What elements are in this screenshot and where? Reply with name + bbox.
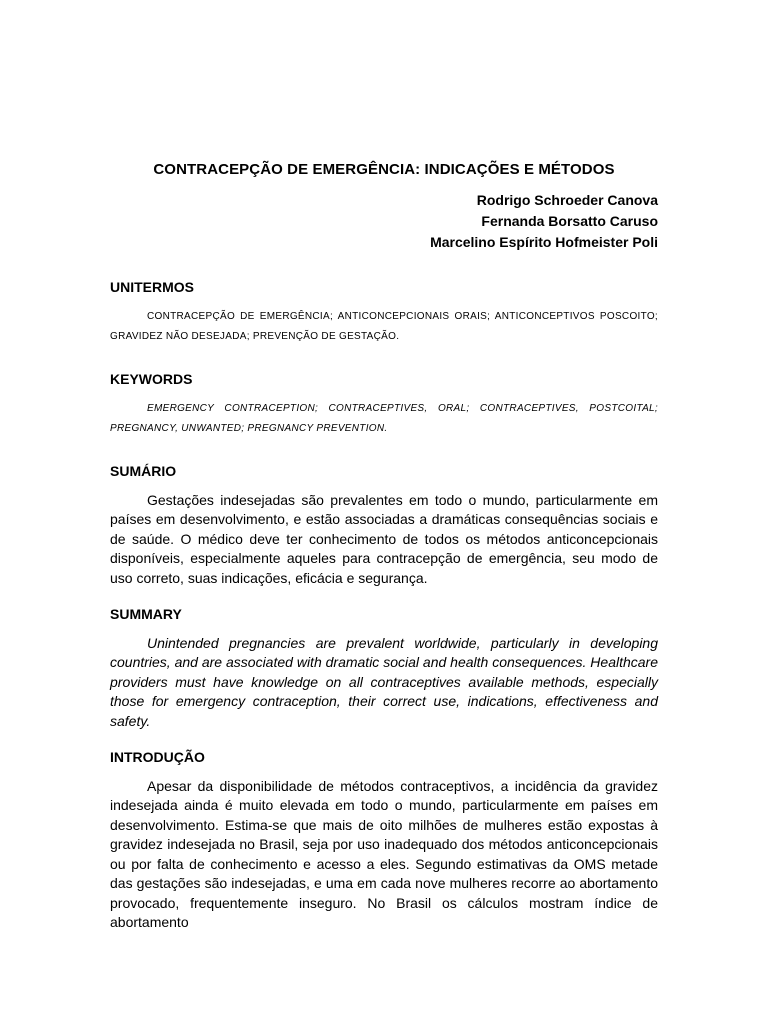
author-list (110, 190, 658, 253)
unitermos-text: CONTRACEPÇÃO DE EMERGÊNCIA; ANTICONCEPCIONAIS ORAIS; ANTICONCEPTIVOS POSCOITO; GRAVIDEZ NÃO DESEJADA; PREVENÇÃO DE GESTAÇÃO. (110, 311, 658, 342)
section-heading: KEYWORDS (110, 371, 193, 387)
sumario-paragraph: Gestações indesejadas são prevalentes em todo o mundo, particularmente em países em desenvolvimento, e estão associadas a dramáticas consequências sociais e de saúde. O médico deve ter conhecimento de todos os métodos anticoncepcionais disponíveis, especialmente aqueles para contracepção de emergência, seu modo de uso correto, suas indicações, eficácia e segurança. (110, 492, 658, 586)
sumario-section (110, 461, 658, 588)
keywords-text: EMERGENCY CONTRACEPTION; CONTRACEPTIVES, ORAL; CONTRACEPTIVES, POSTCOITAL; PREGNANCY, UNWANTED; PREGNANCY PREVENTION. (110, 403, 658, 434)
keywords-section (110, 369, 658, 439)
section-heading: SUMÁRIO (110, 463, 177, 479)
author-name: Fernanda Borsatto Caruso (481, 213, 658, 229)
introducao-section (110, 747, 658, 932)
summary-paragraph: Unintended pregnancies are prevalent worldwide, particularly in developing countries, and are associated with dramatic social and health consequences. Healthcare providers must have knowledge on all contraceptives available methods, especially those for emergency contraception, their correct use, indications, effectiveness and safety. (110, 635, 658, 729)
section-heading: UNITERMOS (110, 279, 194, 295)
paper-title: CONTRACEPÇÃO DE EMERGÊNCIA: INDICAÇÕES E MÉTODOS (153, 161, 615, 178)
unitermos-section (110, 277, 658, 347)
summary-section (110, 604, 658, 731)
section-heading: SUMMARY (110, 606, 182, 623)
document-content (110, 160, 658, 948)
section-heading: INTRODUÇÃO (110, 749, 205, 766)
introducao-paragraph: Apesar da disponibilidade de métodos contraceptivos, a incidência da gravidez indesejada ainda é muito elevada em todo o mundo, particularmente em países em desenvolvimento. Estima-se que mais de oito milhões de mulheres estão expostas à gravidez indesejada no Brasil, seja por uso inadequado dos métodos anticoncepcionais ou por falta de conhecimento e acesso a eles. Segundo estimativas da OMS metade das gestações são indesejadas, e uma em cada nove mulheres recorre ao abortamento provocado, frequentemente inseguro. No Brasil os cálculos mostram índice de abortamento (110, 778, 658, 930)
author-name: Rodrigo Schroeder Canova (476, 192, 658, 208)
author-name: Marcelino Espírito Hofmeister Poli (430, 234, 658, 250)
